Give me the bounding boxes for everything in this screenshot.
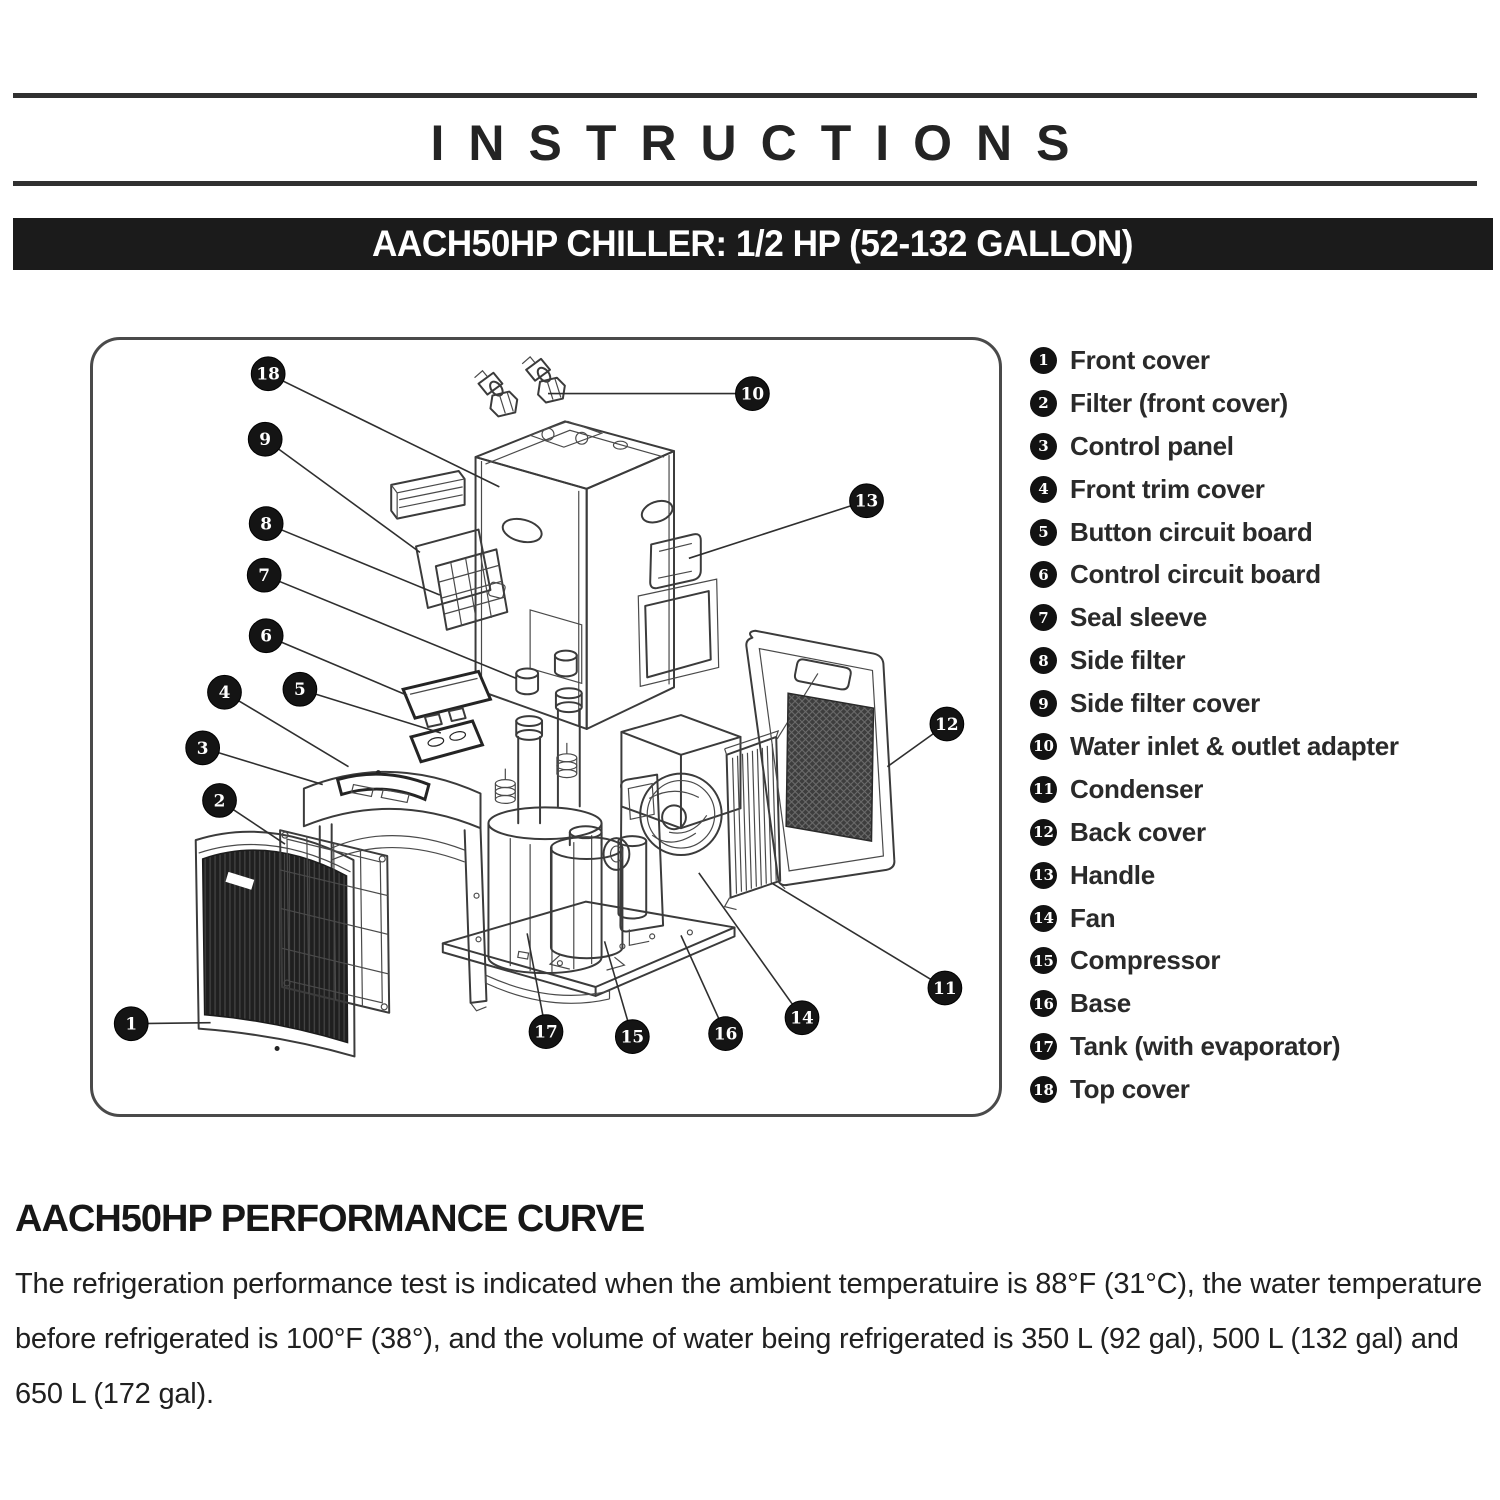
- parts-list-item: [1030, 768, 1498, 811]
- callout-number: 4: [218, 682, 231, 703]
- part-label: Tank (with evaporator): [1070, 1031, 1341, 1062]
- part-number-badge: 1: [1030, 347, 1057, 374]
- callout-number: 7: [258, 565, 271, 586]
- callout-leader-line: [203, 748, 323, 785]
- callout-number: 2: [213, 790, 226, 811]
- callout-number: 15: [620, 1026, 645, 1047]
- callout-leader-line: [266, 524, 440, 595]
- model-banner: [13, 218, 1493, 270]
- callout-leader-line: [268, 374, 499, 487]
- part-label: Front cover: [1070, 344, 1210, 375]
- callout-number: 13: [854, 490, 879, 511]
- compressor-drawing: [550, 826, 646, 970]
- parts-list-item: [1030, 339, 1498, 382]
- parts-list-item: [1030, 553, 1498, 596]
- part-number-badge: 18: [1030, 1076, 1057, 1103]
- callout-number: 8: [260, 513, 273, 534]
- tank-drawing: [488, 688, 601, 973]
- callout-number: 18: [256, 363, 280, 384]
- callout-leader-line: [264, 575, 516, 678]
- part-number-badge: 6: [1030, 561, 1057, 588]
- part-label: Seal sleeve: [1070, 602, 1207, 633]
- part-label: Condenser: [1070, 773, 1204, 804]
- performance-section: [15, 1198, 1493, 1422]
- part-label: Filter (front cover): [1070, 387, 1288, 418]
- part-number-badge: 3: [1030, 433, 1057, 460]
- part-number-badge: 10: [1030, 733, 1057, 760]
- part-label: Side filter: [1070, 645, 1186, 676]
- parts-list-item: [1030, 897, 1498, 940]
- part-label: Control panel: [1070, 430, 1234, 461]
- part-number-badge: 16: [1030, 990, 1057, 1017]
- handle-drawing: [650, 534, 701, 588]
- part-number-badge: 9: [1030, 690, 1057, 717]
- part-label: Water inlet & outlet adapter: [1070, 730, 1399, 761]
- parts-list-item: [1030, 639, 1498, 682]
- page-title: INSTRUCTIONS: [430, 115, 1094, 171]
- part-number-badge: 11: [1030, 776, 1057, 803]
- part-number-badge: 2: [1030, 390, 1057, 417]
- performance-heading: AACH50HP PERFORMANCE CURVE: [15, 1198, 645, 1240]
- callout-number: 12: [935, 713, 959, 734]
- mid-rule: [13, 181, 1477, 186]
- parts-list-item: [1030, 1025, 1498, 1068]
- part-label: Side filter cover: [1070, 688, 1260, 719]
- callout-number: 6: [260, 625, 273, 646]
- callout-number: 1: [125, 1013, 138, 1034]
- performance-body: The refrigeration performance test is indicated when the ambient temperatuire is 88°F (31°C), the water temperature before refrigerated is 100°F (38°), and the volume of water being refrigerated is 350 L (92 gal), 500 L (132 gal) and 650 L (172 gal).: [15, 1268, 1483, 1410]
- callout-number: 5: [294, 679, 306, 700]
- callout-number: 3: [196, 737, 209, 758]
- callout-number: 11: [933, 977, 957, 998]
- control-circuit-board-drawing: [403, 671, 490, 727]
- callout-leader-line: [689, 501, 867, 559]
- parts-list-item: [1030, 982, 1498, 1025]
- water-adapter-drawing: [475, 357, 565, 417]
- top-rule: [13, 93, 1477, 98]
- part-number-badge: 12: [1030, 819, 1057, 846]
- part-number-badge: 5: [1030, 519, 1057, 546]
- parts-list-item: [1030, 725, 1498, 768]
- parts-list-item: [1030, 854, 1498, 897]
- parts-list: [1030, 339, 1498, 1111]
- callout-number: 16: [713, 1023, 738, 1044]
- part-number-badge: 8: [1030, 647, 1057, 674]
- fan-drawing: [604, 715, 741, 945]
- callout-leader-line: [771, 883, 945, 988]
- exploded-diagram: [90, 337, 1002, 1117]
- parts-list-item: [1030, 811, 1498, 854]
- callout-number: 17: [534, 1021, 558, 1042]
- part-number-badge: 13: [1030, 862, 1057, 889]
- parts-list-item: [1030, 682, 1498, 725]
- part-number-badge: 4: [1030, 476, 1057, 503]
- part-number-badge: 17: [1030, 1033, 1057, 1060]
- parts-list-item: [1030, 468, 1498, 511]
- callout-number: 14: [790, 1007, 814, 1028]
- part-label: Front trim cover: [1070, 473, 1265, 504]
- back-cover-drawing: [746, 631, 894, 885]
- control-panel-drawing: [304, 770, 481, 828]
- side-filter-drawing: [436, 549, 507, 629]
- callout-leader-line: [224, 692, 348, 766]
- part-label: Top cover: [1070, 1074, 1190, 1105]
- part-label: Base: [1070, 988, 1131, 1019]
- side-filter-cover-drawing: [416, 530, 490, 608]
- callout-number: 9: [259, 429, 272, 450]
- exploded-diagram-svg: [93, 340, 999, 1114]
- model-banner-text: AACH50HP CHILLER: 1/2 HP (52-132 GALLON): [372, 223, 1134, 264]
- parts-list-item: [1030, 1068, 1498, 1111]
- part-label: Handle: [1070, 859, 1155, 890]
- part-label: Button circuit board: [1070, 516, 1313, 547]
- callout-number: 10: [740, 383, 765, 404]
- parts-list-item: [1030, 382, 1498, 425]
- part-number-badge: 14: [1030, 905, 1057, 932]
- part-label: Compressor: [1070, 945, 1221, 976]
- part-label: Control circuit board: [1070, 559, 1321, 590]
- part-number-badge: 7: [1030, 604, 1057, 631]
- parts-list-item: [1030, 596, 1498, 639]
- parts-list-item: [1030, 511, 1498, 554]
- part-number-badge: 15: [1030, 947, 1057, 974]
- part-label: Back cover: [1070, 816, 1206, 847]
- parts-list-item: [1030, 425, 1498, 468]
- parts-list-item: [1030, 939, 1498, 982]
- part-label: Fan: [1070, 902, 1116, 933]
